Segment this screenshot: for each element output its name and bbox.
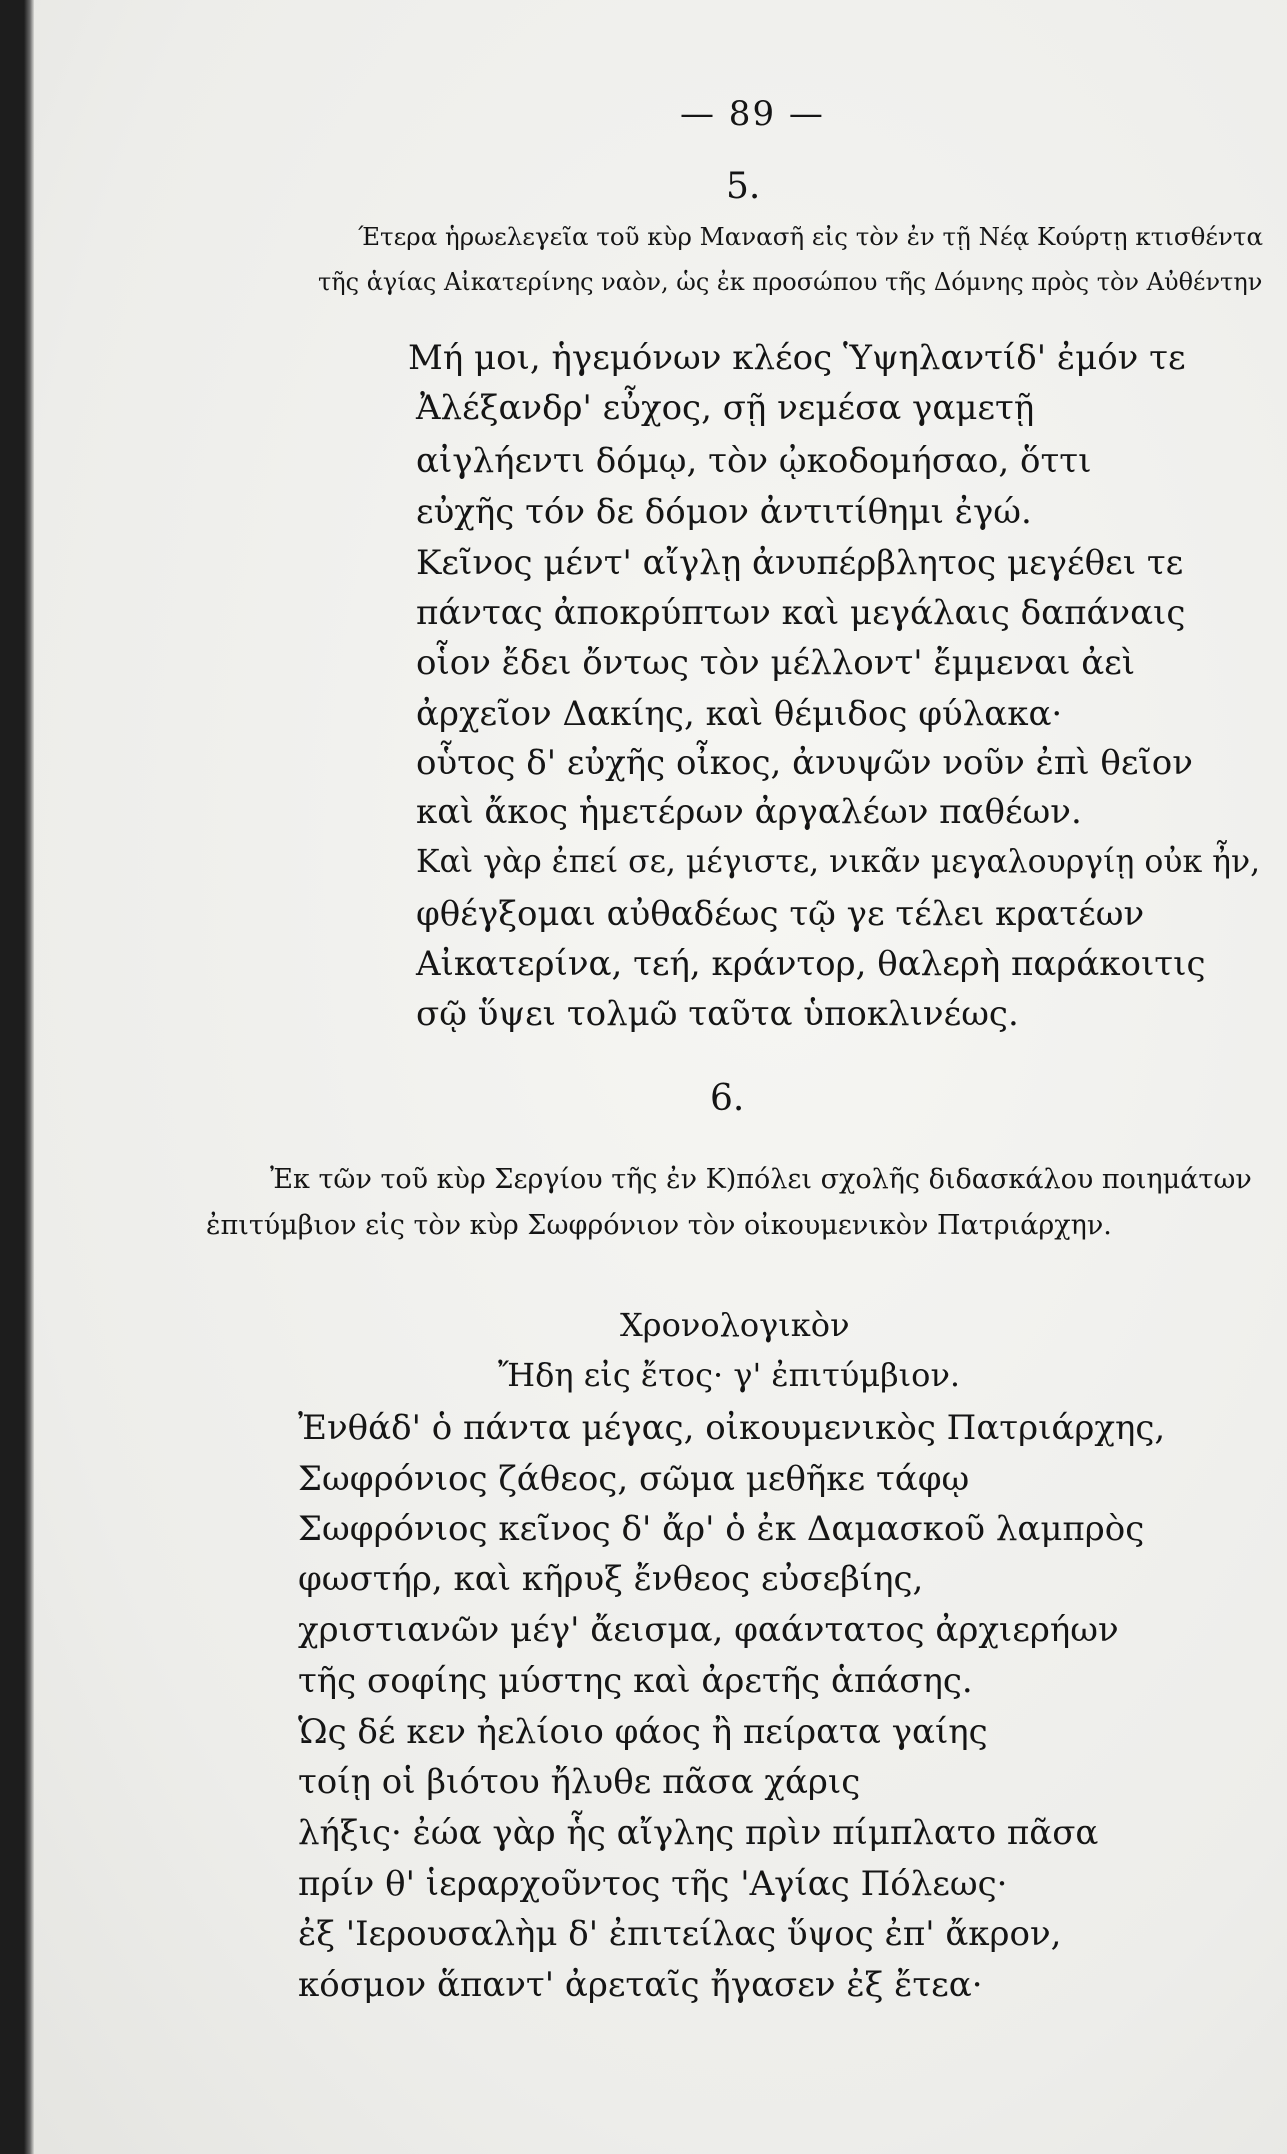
section-5-verse: οἷον ἔδει ὄντως τὸν μέλλοντ' ἔμμεναι ἀεὶ: [416, 643, 1136, 683]
section-5-verse: Μή μοι, ἡγεμόνων κλέος Ὑψηλαντίδ' ἐμόν τε: [408, 338, 1186, 378]
section-5-verse: εὐχῆς τόν δε δόμον ἀντιτίθημι ἐγώ.: [416, 492, 1032, 532]
section-5-verse: οὗτος δ' εὐχῆς οἶκος, ἀνυψῶν νοῦν ἐπὶ θεῖον: [416, 743, 1193, 783]
section-6-verse: Ἐνθάδ' ὁ πάντα μέγας, οἰκουμενικὸς Πατριάρχης,: [298, 1408, 1166, 1448]
section-6-verse: πρίν θ' ἱεραρχοῦντος τῆς 'Αγίας Πόλεως·: [298, 1864, 1008, 1904]
section-6-verse: τοίῃ οἱ βιότου ἤλυθε πᾶσα χάρις: [298, 1762, 861, 1802]
section-6-verse: χριστιανῶν μέγ' ἄεισμα, φαάντατος ἀρχιερήων: [298, 1610, 1119, 1650]
section-6-verse: λήξις· ἐώα γὰρ ἧς αἴγλης πρὶν πίμπλατο πᾶσα: [298, 1813, 1099, 1853]
section-6-verse: φωστήρ, καὶ κῆρυξ ἔνθεος εὐσεβίης,: [298, 1559, 924, 1599]
section-6-number: 6.: [710, 1078, 745, 1119]
section-6-verse: Σωφρόνιος κεῖνος δ' ἄρ' ὁ ἐκ Δαμασκοῦ λαμπρὸς: [298, 1509, 1145, 1549]
section-6-intro-line: Ἐκ τῶν τοῦ κὺρ Σεργίου τῆς ἐν Κ)πόλει σχολῆς διδασκάλου ποιημάτων: [270, 1164, 1252, 1195]
section-6-verse: Ὡς δέ κεν ἠελίοιο φάος ἢ πείρατα γαίης: [298, 1712, 988, 1752]
section-6-verse: ἐξ 'Ιερουσαλὴμ δ' ἐπιτείλας ὕψος ἐπ' ἄκρον,: [298, 1914, 1062, 1954]
section-6-verse: τῆς σοφίης μύστης καὶ ἀρετῆς ἁπάσης.: [298, 1661, 973, 1701]
section-6-subtitle-2: Ἤδη εἰς ἔτος· γ' ἐπιτύμβιον.: [498, 1356, 961, 1394]
section-5-number: 5.: [726, 166, 761, 207]
section-5-verse: καὶ ἄκος ἡμετέρων ἀργαλέων παθέων.: [416, 792, 1082, 832]
section-5-intro-line: τῆς ἁγίας Αἰκατερίνης ναὸν, ὡς ἐκ προσώπου τῆς Δόμνης πρὸς τὸν Αὐθέντην: [318, 268, 1263, 296]
binding-edge: [0, 0, 34, 2154]
section-5-verse: Αἰκατερίνα, τεή, κράντορ, θαλερὴ παράκοιτις: [416, 944, 1206, 984]
section-5-verse: σῷ ὕψει τολμῶ ταῦτα ὑποκλινέως.: [416, 994, 1019, 1034]
section-5-verse: Ἀλέξανδρ' εὖχος, σῇ νεμέσα γαμετῇ: [416, 388, 1035, 428]
section-5-verse: Κεῖνος μέντ' αἴγλῃ ἀνυπέρβλητος μεγέθει τε: [416, 543, 1184, 583]
section-5-verse: Καὶ γὰρ ἐπεί σε, μέγιστε, νικᾶν μεγαλουργίῃ οὐκ ἦν,: [416, 844, 1261, 880]
section-5-verse: φθέγξομαι αὐθαδέως τῷ γε τέλει κρατέων: [416, 894, 1145, 934]
section-6-verse: Σωφρόνιος ζάθεος, σῶμα μεθῆκε τάφῳ: [298, 1459, 970, 1499]
section-5-intro-line: Έτερα ἡρωελεγεῖα τοῦ κὺρ Μανασῆ εἰς τὸν ἐν τῇ Νέᾳ Κούρτῃ κτισθέντα: [358, 222, 1264, 251]
section-6-subtitle: Χρονολογικὸν: [620, 1306, 850, 1344]
section-5-verse: ἀρχεῖον Δακίης, καὶ θέμιδος φύλακα·: [416, 694, 1063, 734]
page-number: — 89 —: [680, 94, 825, 134]
section-6-intro-line: ἐπιτύμβιον εἰς τὸν κὺρ Σωφρόνιον τὸν οἰκουμενικὸν Πατριάρχην.: [206, 1210, 1112, 1241]
section-5-verse: πάντας ἀποκρύπτων καὶ μεγάλαις δαπάναις: [416, 593, 1186, 633]
section-5-verse: αἰγλήεντι δόμῳ, τὸν ᾠκοδομήσαο, ὅττι: [416, 441, 1092, 481]
section-6-verse: κόσμον ἅπαντ' ἀρεταῖς ἤγασεν ἐξ ἔτεα·: [298, 1965, 983, 2005]
